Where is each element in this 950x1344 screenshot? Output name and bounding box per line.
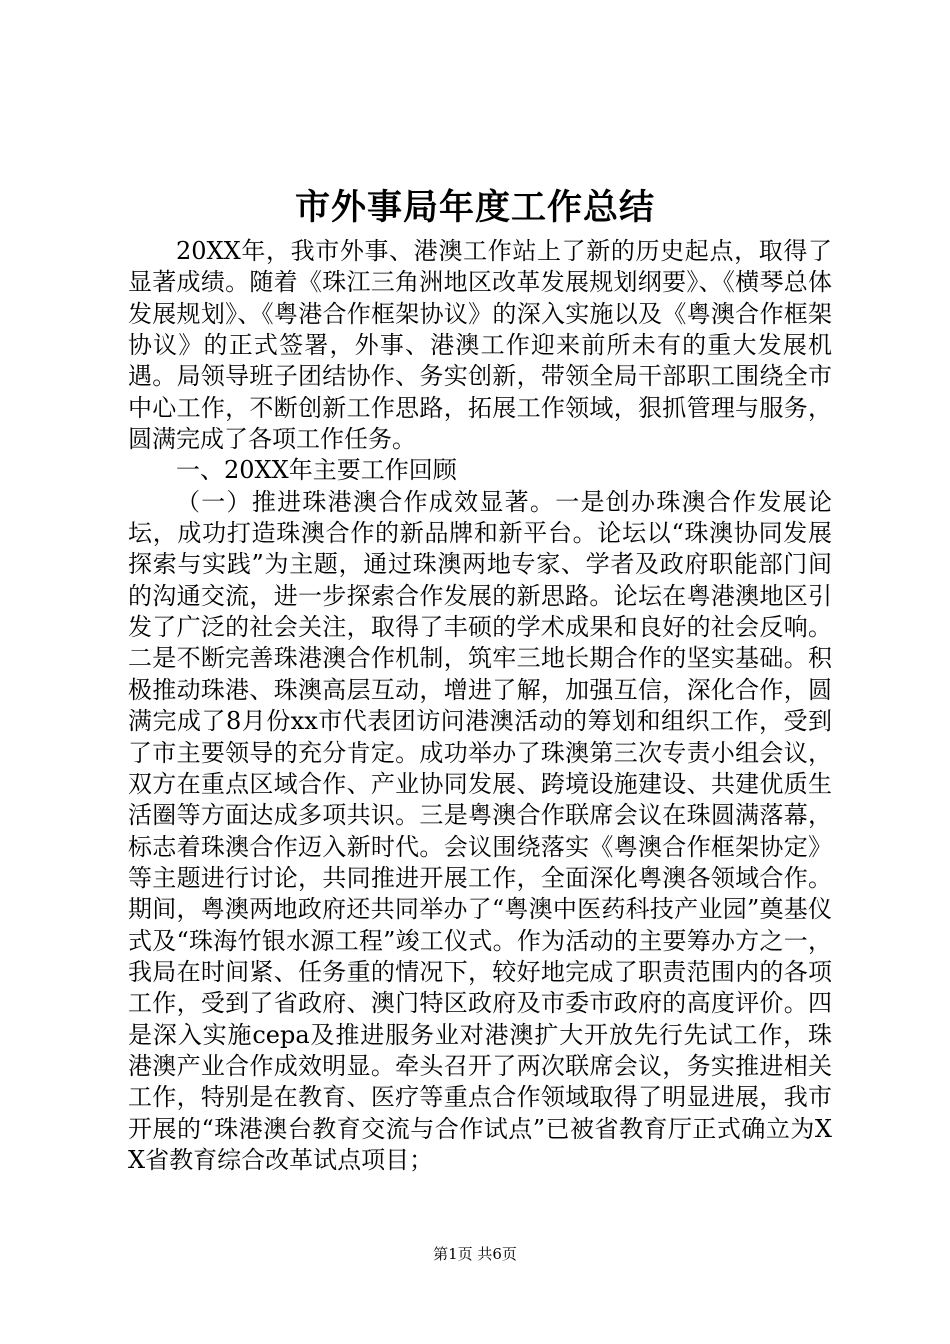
document-body: [128, 236, 832, 1176]
page-footer: 第1页 共6页: [433, 1245, 517, 1263]
document-title: 市外事局年度工作总结: [294, 187, 655, 228]
section-paragraph: （一）推进珠港澳合作成效显著。一是创办珠澳合作发展论坛，成功打造珠澳合作的新品牌和新平台。论坛以“珠澳协同发展探索与实践”为主题，通过珠澳两地专家、学者及政府职能部门间的沟通交流，进一步探索合作发展的新思路。论坛在粤港澳地区引发了广泛的社会关注，取得了丰硕的学术成果和良好的社会反响。二是不断完善珠港澳合作机制，筑牢三地长期合作的坚实基础。积极推动珠港、珠澳高层互动，增进了解，加强互信，深化合作，圆满完成了8月份xx市代表团访问港澳活动的筹划和组织工作，受到了市主要领导的充分肯定。成功举办了珠澳第三次专责小组会议，双方在重点区域合作、产业协同发展、跨境设施建设、共建优质生活圈等方面达成多项共识。三是粤澳合作联席会议在珠圆满落幕，标志着珠澳合作迈入新时代。会议围绕落实《粤澳合作框架协定》等主题进行讨论，共同推进开展工作，全面深化粤澳各领域合作。期间，粤澳两地政府还共同举办了“粤澳中医药科技产业园”奠基仪式及“珠海竹银水源工程”竣工仪式。作为活动的主要筹办方之一，我局在时间紧、任务重的情况下，较好地完成了职责范围内的各项工作，受到了省政府、澳门特区政府及市委市政府的高度评价。四是深入实施cepa及推进服务业对港澳扩大开放先行先试工作，珠港澳产业合作成效明显。牵头召开了两次联席会议，务实推进相关工作，特别是在教育、医疗等重点合作领域取得了明显进展，我市开展的“珠港澳台教育交流与合作试点”已被省教育厅正式确立为XX省教育综合改革试点项目；: [128, 487, 832, 1174]
section-heading: 一、20XX年主要工作回顾: [176, 456, 457, 485]
intro-paragraph: 20XX年，我市外事、港澳工作站上了新的历史起点，取得了显著成绩。随着《珠江三角洲地区改革发展规划纲要》、《横琴总体发展规划》、《粤港合作框架协议》的深入实施以及《粤澳合作框架协议》的正式签署，外事、港澳工作迎来前所未有的重大发展机遇。局领导班子团结协作、务实创新，带领全局干部职工围绕全市中心工作，不断创新工作思路，拓展工作领域，狠抓管理与服务，圆满完成了各项工作任务。: [128, 237, 832, 454]
